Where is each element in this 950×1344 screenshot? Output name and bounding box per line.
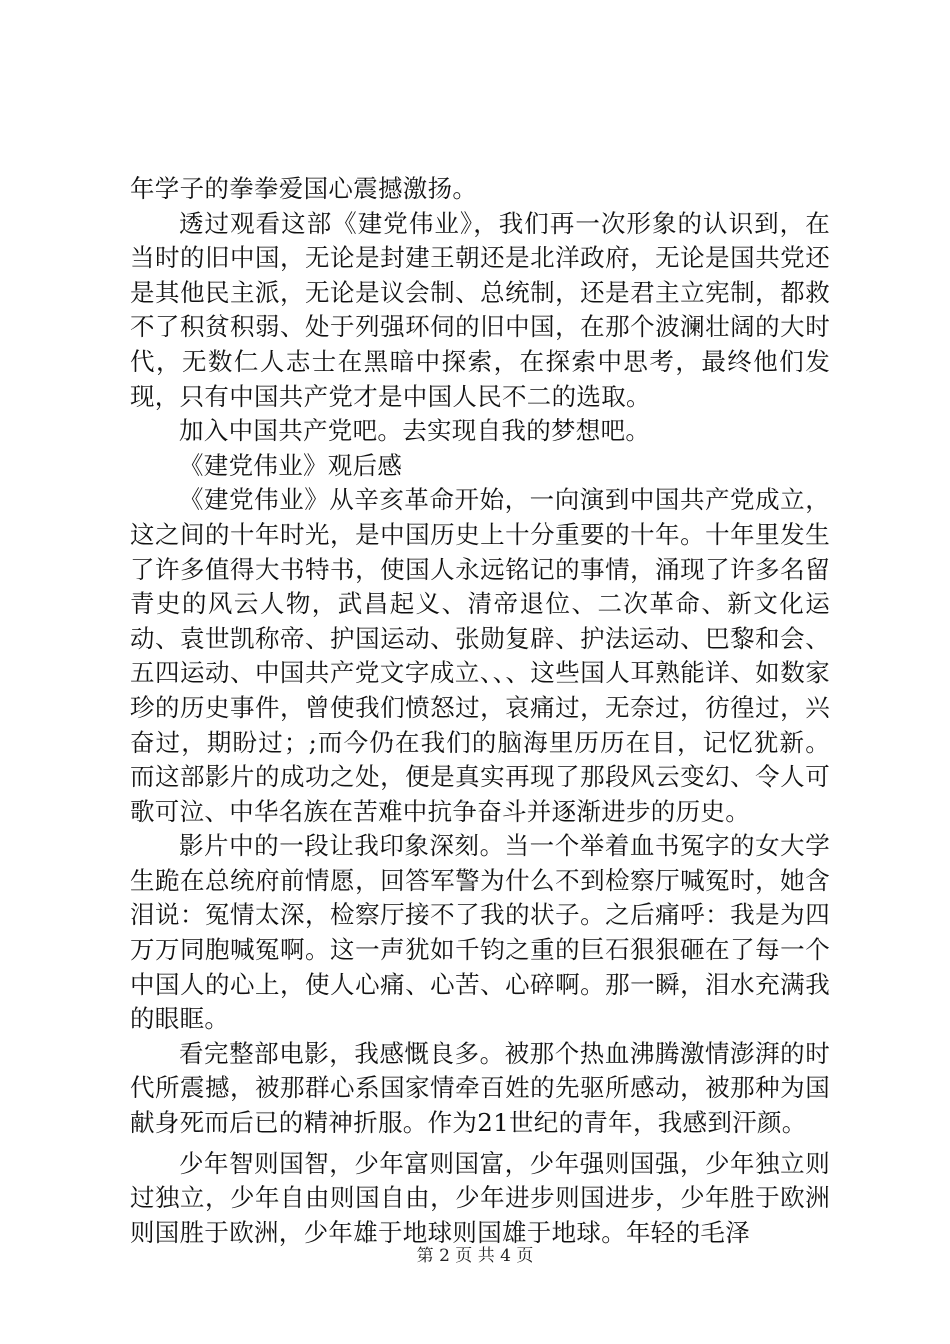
paragraph-understanding: 透过观看这部《建党伟业》，我们再一次形象的认识到，在当时的旧中国，无论是封建王朝还是北洋政府，无论是国共党还是其他民主派，无论是议会制、总统制，还是君主立宪制，都救不了积贫积弱、处于列强环伺的旧中国，在那个波澜壮阔的大时代，无数仁人志士在黑暗中探索，在探索中思考，最终他们发现，只有中国共产党才是中国人民不二的选取。 [130,208,830,411]
paragraph-join-party: 加入中国共产党吧。去实现自我的梦想吧。 [179,416,651,446]
section-heading: 《建党伟业》观后感 [179,450,403,480]
paragraph-impression: 影片中的一段让我印象深刻。当一个举着血书冤字的女大学生跪在总统府前情愿，回答军警为什么不到检察厅喊冤时，她含泪说：冤情太深，检察厅接不了我的状子。之后痛呼：我是为四万万同胞喊冤啊。这一声犹如千钧之重的巨石狠狠砸在了每一个中国人的心上，使人心痛、心苦、心碎啊。那一瞬，泪水充满我的眼眶。 [130,831,830,1034]
document-body [130,172,830,1250]
page-number-footer: 第 2 页 共 4 页 [416,1246,534,1266]
paragraph-film-history: 《建党伟业》从辛亥革命开始，一向演到中国共产党成立，这之间的十年时光，是中国历史上十分重要的十年。十年里发生了许多值得大书特书，使国人永远铭记的事情，涌现了许多名留青史的风云人物，武昌起义、清帝退位、二次革命、新文化运动、袁世凯称帝、护国运动、张勋复辟、护法运动、巴黎和会、五四运动、中国共产党文字成立、、、这些国人耳熟能详、如数家珍的历史事件，曾使我们愤怒过，哀痛过，无奈过，彷徨过，兴奋过，期盼过；;而今仍在我们的脑海里历历在目，记忆犹新。而这部影片的成功之处，便是真实再现了那段风云变幻、令人可歌可泣、中华名族在苦难中抗争奋斗并逐渐进步的历史。 [130,485,830,826]
paragraph-reflection: 看完整部电影，我感慨良多。被那个热血沸腾激情澎湃的时代所震撼，被那群心系国家情牵百姓的先驱所感动，被那种为国献身死而后已的精神折服。作为21世纪的青年，我感到汗颜。 [130,1038,830,1138]
paragraph-youth: 少年智则国智，少年富则国富，少年强则国强，少年独立则过独立，少年自由则国自由，少年进步则国进步，少年胜于欧洲则国胜于欧洲，少年雄于地球则国雄于地球。年轻的毛泽 [130,1148,830,1247]
paragraph-continuation: 年学子的拳拳爱国心震撼激扬。 [130,174,478,203]
